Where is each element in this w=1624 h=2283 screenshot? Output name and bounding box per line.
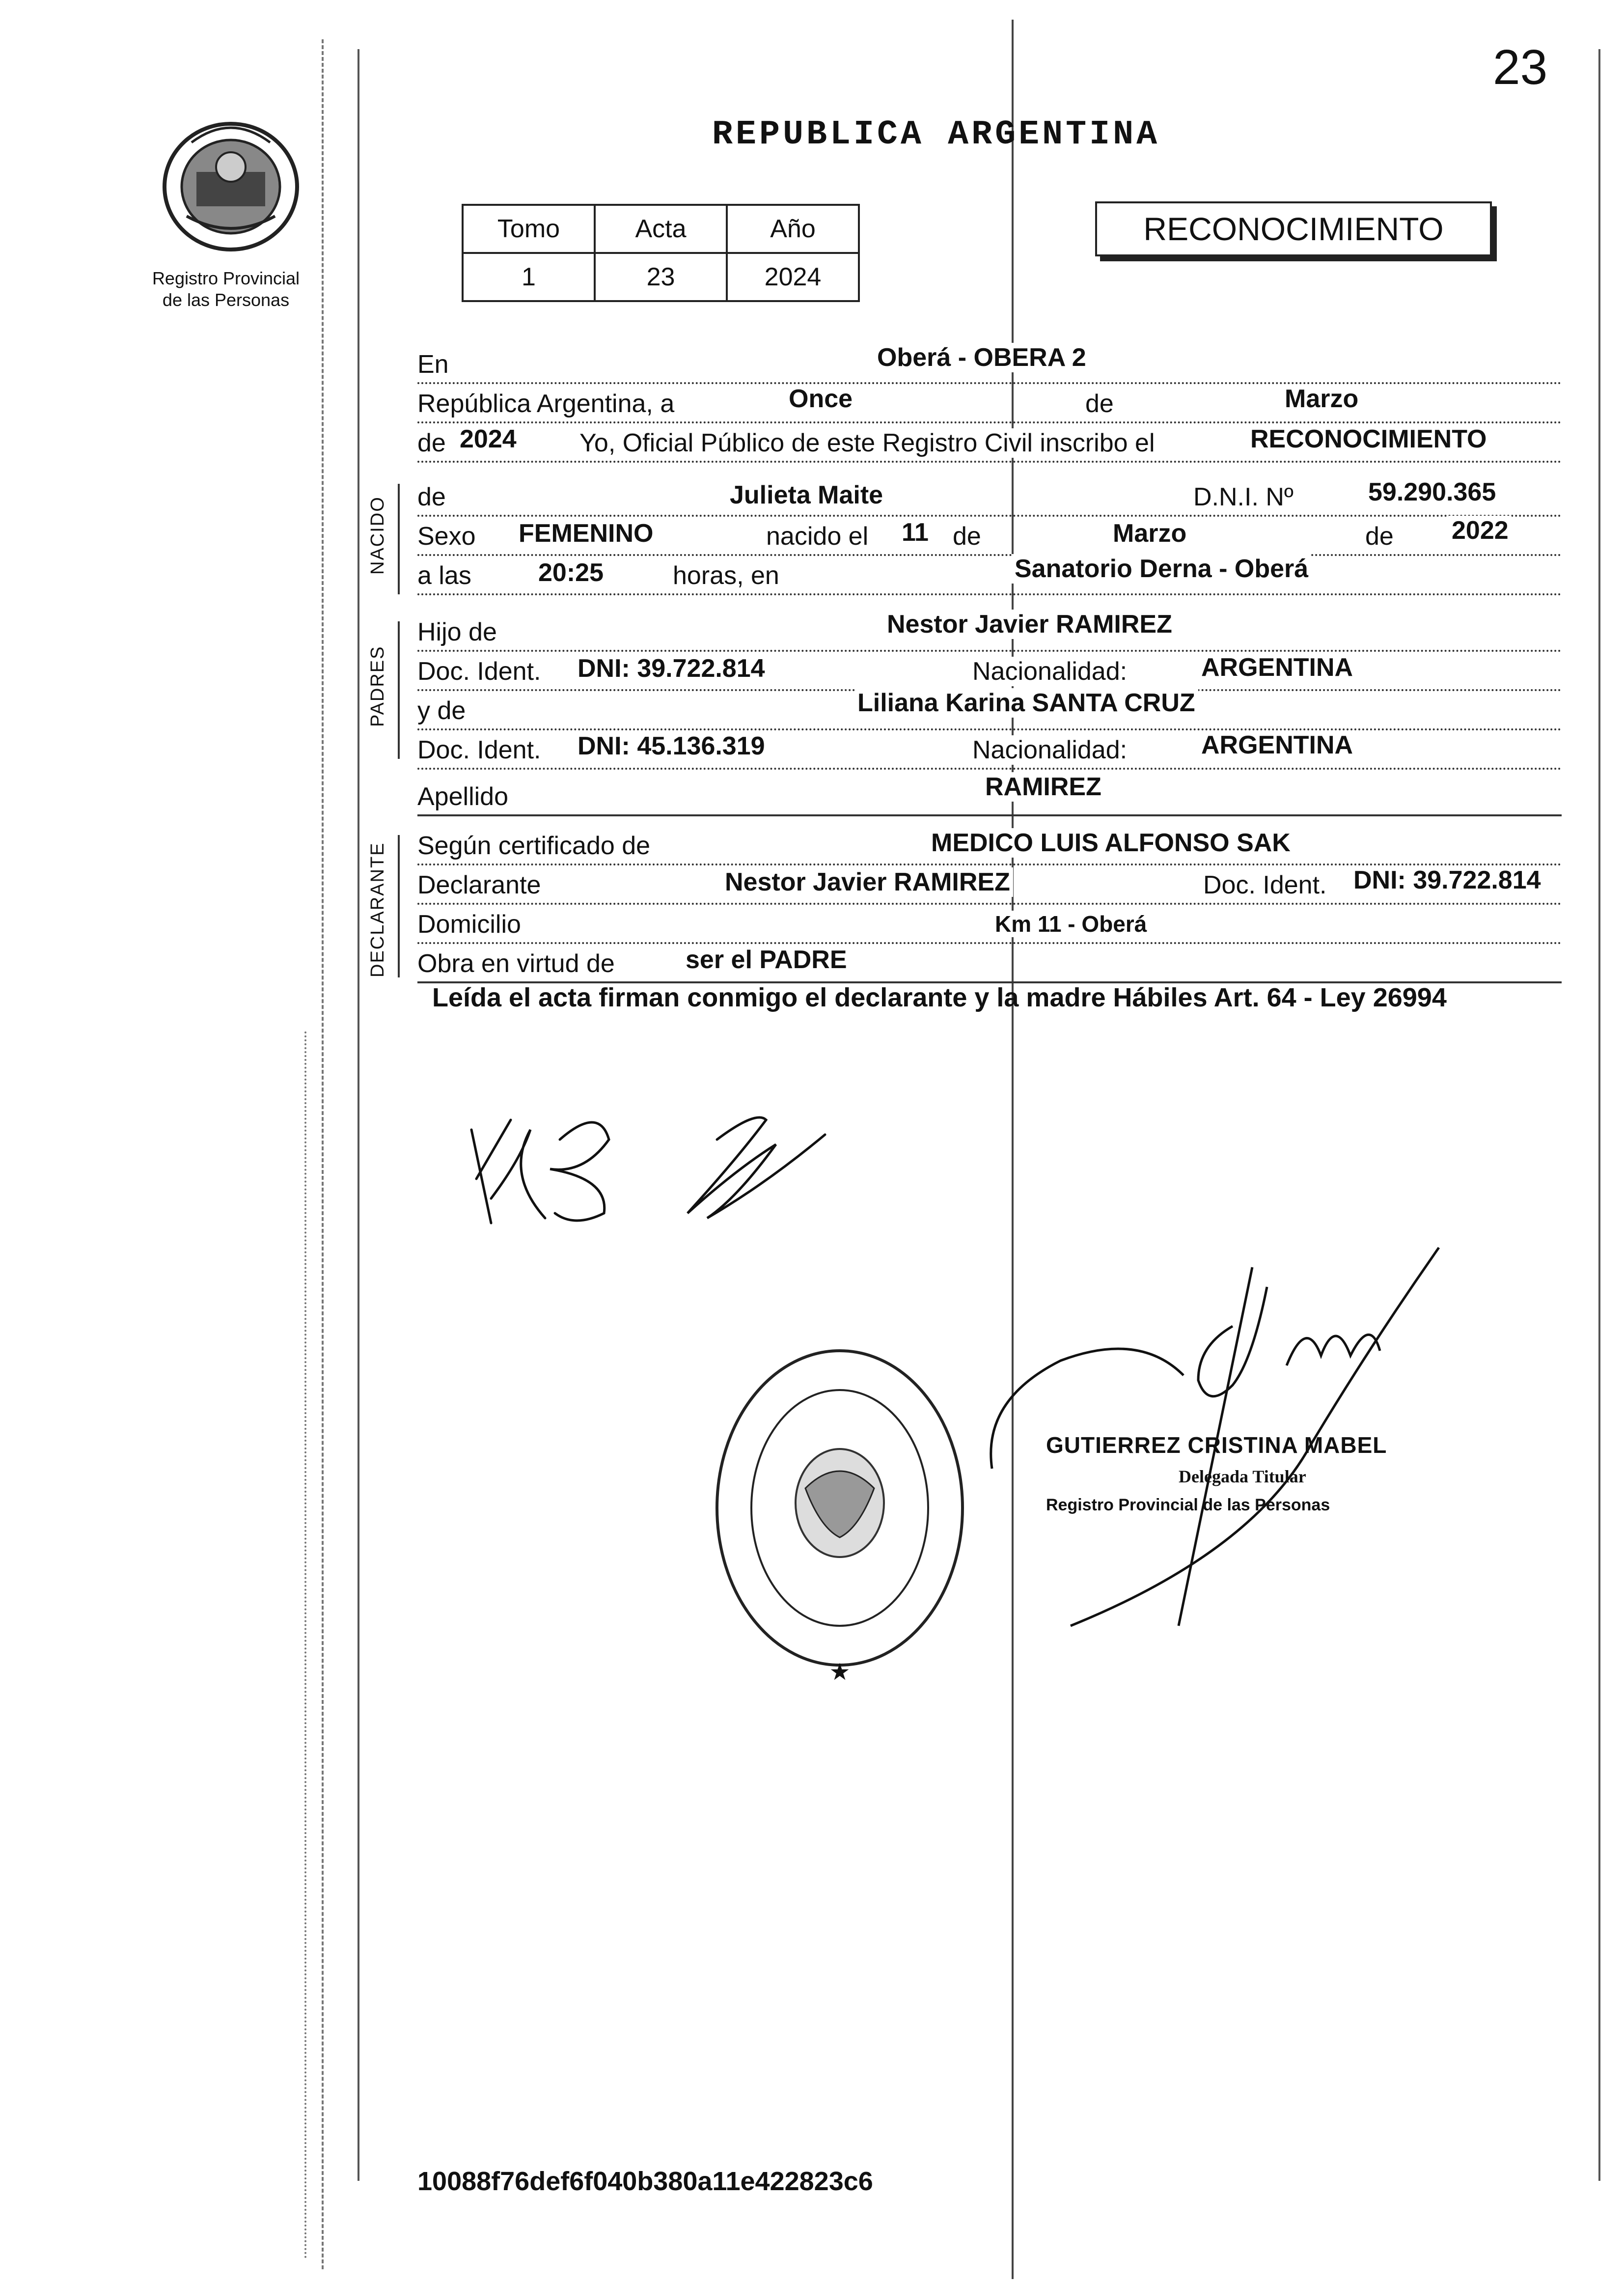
row-year bbox=[417, 422, 1562, 463]
right-border-line bbox=[1598, 49, 1600, 2181]
official-name: GUTIERREZ CRISTINA MABEL bbox=[1046, 1432, 1387, 1458]
value-en: Oberá - OBERA 2 bbox=[874, 343, 1089, 372]
label-sexo: Sexo bbox=[417, 522, 480, 551]
value-mother-doc: DNI: 45.136.319 bbox=[575, 731, 768, 761]
label-en: En bbox=[417, 350, 453, 379]
value-obra: ser el PADRE bbox=[683, 945, 850, 974]
left-margin-dashes-2 bbox=[304, 1031, 306, 2259]
bracket-nacido bbox=[398, 484, 400, 594]
label-republica: República Argentina, a bbox=[417, 389, 678, 418]
value-certificado: MEDICO LUIS ALFONSO SAK bbox=[928, 828, 1294, 858]
value-declarante: Nestor Javier RAMIREZ bbox=[722, 867, 1013, 897]
header-tomo: Tomo bbox=[463, 205, 595, 253]
value-dni: 59.290.365 bbox=[1365, 477, 1499, 507]
header-acta: Acta bbox=[595, 205, 727, 253]
label-de-name: de bbox=[417, 482, 450, 512]
label-dni: D.N.I. Nº bbox=[1193, 482, 1297, 512]
official-org: Registro Provincial de las Personas bbox=[1046, 1496, 1330, 1514]
document-hash: 10088f76def6f040b380a11e422823c6 bbox=[417, 2167, 873, 2196]
label-hijo: Hijo de bbox=[417, 617, 501, 647]
declarant-signature bbox=[462, 1100, 864, 1248]
label-oficial: Yo, Oficial Público de este Registro Civil inscribo el bbox=[579, 428, 1159, 458]
label-de-year: de bbox=[417, 428, 450, 458]
label-declarante: Declarante bbox=[417, 870, 545, 900]
record-table bbox=[462, 204, 860, 302]
row-certificado bbox=[417, 825, 1562, 865]
value-domicilio: Km 11 - Oberá bbox=[992, 911, 1150, 937]
page-number: 23 bbox=[1493, 40, 1548, 95]
value-day: Once bbox=[786, 384, 855, 414]
value-birth-day: 11 bbox=[899, 518, 932, 547]
row-declarante bbox=[417, 864, 1562, 905]
registry-stamp bbox=[707, 1341, 972, 1695]
label-apellido: Apellido bbox=[417, 782, 512, 811]
row-en bbox=[417, 344, 1562, 384]
value-name: Julieta Maite bbox=[727, 480, 886, 510]
value-ano: 2024 bbox=[727, 253, 859, 301]
left-margin-dashes bbox=[322, 39, 324, 2269]
row-a-las bbox=[417, 555, 1562, 595]
value-place: Sanatorio Derna - Oberá bbox=[1012, 554, 1311, 584]
footer-note: Leída el acta firman conmigo el declarante y la madre Hábiles Art. 64 - Ley 26994 bbox=[432, 983, 1447, 1012]
province-seal-logo bbox=[157, 113, 304, 260]
value-month: Marzo bbox=[1282, 384, 1361, 414]
label-de-birth: de bbox=[953, 522, 985, 551]
bracket-declarante bbox=[398, 835, 400, 977]
logo-caption-line2: de las Personas bbox=[162, 290, 290, 310]
label-domicilio: Domicilio bbox=[417, 910, 525, 939]
row-y-de bbox=[417, 690, 1562, 730]
value-time: 20:25 bbox=[535, 558, 606, 587]
label-obra: Obra en virtud de bbox=[417, 949, 619, 978]
value-father-doc: DNI: 39.722.814 bbox=[575, 654, 768, 683]
row-obra bbox=[417, 943, 1562, 983]
value-sexo: FEMENINO bbox=[516, 519, 656, 548]
row-domicilio bbox=[417, 904, 1562, 944]
label-a-las: a las bbox=[417, 561, 475, 590]
value-year: 2024 bbox=[457, 424, 520, 454]
value-birth-year: 2022 bbox=[1449, 516, 1512, 545]
header-ano: Año bbox=[727, 205, 859, 253]
record-type-box: RECONOCIMIENTO bbox=[1095, 201, 1492, 256]
logo-caption bbox=[138, 268, 314, 311]
label-father-nac: Nacionalidad: bbox=[972, 657, 1131, 686]
value-apellido: RAMIREZ bbox=[982, 772, 1104, 802]
official-role: Delegada Titular bbox=[1179, 1467, 1306, 1486]
value-declarante-doc: DNI: 39.722.814 bbox=[1350, 865, 1544, 895]
label-horas: horas, en bbox=[673, 561, 783, 590]
row-hijo bbox=[417, 612, 1562, 652]
value-acta: 23 bbox=[595, 253, 727, 301]
value-mother: Liliana Karina SANTA CRUZ bbox=[854, 688, 1198, 718]
svg-text:★: ★ bbox=[829, 1658, 851, 1686]
label-declarante-doc: Doc. Ident. bbox=[1203, 870, 1330, 900]
label-nacido-el: nacido el bbox=[766, 522, 872, 551]
left-border-line bbox=[358, 49, 359, 2181]
bracket-padres bbox=[398, 621, 400, 759]
value-tomo: 1 bbox=[463, 253, 595, 301]
value-father: Nestor Javier RAMIREZ bbox=[884, 610, 1175, 639]
label-mother-doc: Doc. Ident. bbox=[417, 735, 545, 765]
logo-caption-line1: Registro Provincial bbox=[152, 268, 300, 288]
row-nacido-name bbox=[417, 476, 1562, 517]
page-title: REPUBLICA ARGENTINA bbox=[712, 115, 1160, 154]
row-mother-doc bbox=[417, 729, 1562, 770]
side-label-padres: PADRES bbox=[367, 645, 388, 727]
side-label-declarante: DECLARANTE bbox=[367, 842, 388, 977]
row-republica bbox=[417, 383, 1562, 423]
value-birth-month: Marzo bbox=[1110, 519, 1189, 548]
row-apellido bbox=[417, 773, 1562, 816]
label-father-doc: Doc. Ident. bbox=[417, 657, 545, 686]
value-inscribo: RECONOCIMIENTO bbox=[1247, 424, 1490, 454]
label-de-birth-year: de bbox=[1365, 522, 1398, 551]
label-mother-nac: Nacionalidad: bbox=[972, 735, 1131, 765]
value-father-nac: ARGENTINA bbox=[1198, 653, 1356, 682]
label-de-month: de bbox=[1085, 389, 1118, 418]
row-sexo bbox=[417, 516, 1562, 556]
side-label-nacido: NACIDO bbox=[367, 496, 388, 575]
label-certificado: Según certificado de bbox=[417, 831, 654, 861]
row-father-doc bbox=[417, 651, 1562, 691]
value-mother-nac: ARGENTINA bbox=[1198, 730, 1356, 760]
label-y-de: y de bbox=[417, 696, 469, 725]
